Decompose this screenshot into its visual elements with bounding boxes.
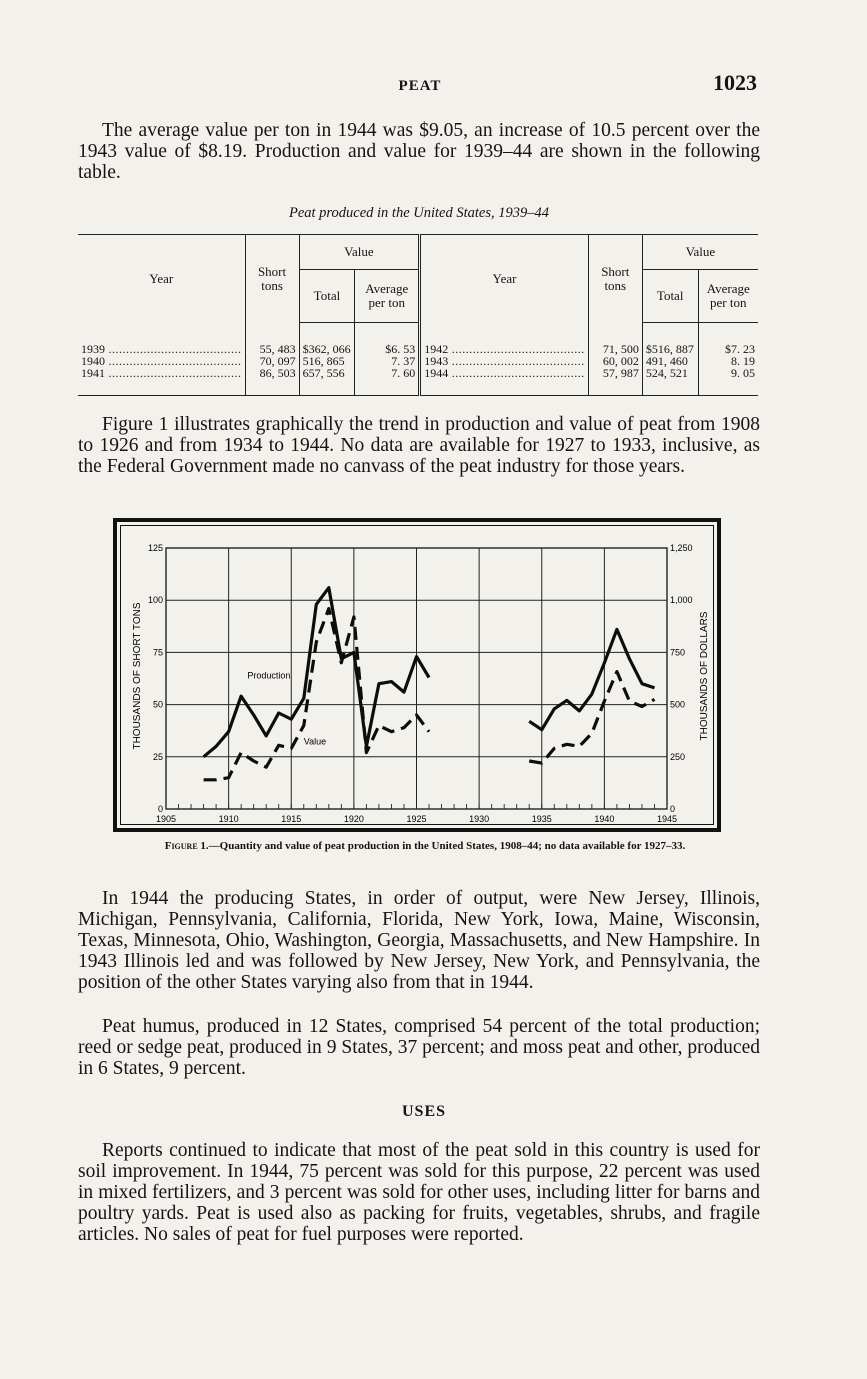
y2-tick-label: 1,000 (670, 595, 693, 606)
tons-cell: 70, 097 (245, 355, 299, 367)
x-tick-label: 1905 (155, 814, 177, 824)
tons-cell: 71, 500 (588, 323, 642, 356)
figure-inner-border (120, 525, 714, 825)
header-short-tons: Short tons (588, 235, 642, 323)
intro-paragraph: The average value per ton in 1944 was $9.05, an increase of 10.5 percent over the 1943 value of $8.19. Production and value for 1939–44 are shown in the following table. (78, 120, 760, 183)
header-year: Year (149, 270, 174, 286)
series-label-value: Value (303, 736, 327, 747)
peat-table (78, 234, 758, 396)
y2-tick-label: 1,250 (670, 543, 693, 553)
year-cell: 1942 ..... (420, 323, 589, 356)
average-cell: 9. 05 (698, 367, 758, 396)
year-cell: 1941 ..... (78, 367, 245, 396)
year-cell: 1943 ..... (420, 355, 589, 367)
x-tick-label: 1935 (531, 814, 552, 824)
header-short-tons: Short tons (245, 235, 299, 323)
total-cell: 524, 521 (642, 367, 698, 396)
series-label-production: Production (247, 670, 291, 681)
value-line (204, 609, 429, 780)
table-row (78, 323, 758, 356)
x-tick-label: 1930 (469, 814, 490, 824)
y-tick-label: 75 (152, 647, 163, 658)
year-cell: 1944 ..... (420, 367, 589, 396)
y-tick-label: 125 (147, 543, 163, 553)
states-paragraph: In 1944 the producing States, in order of output, were New Jersey, Illinois, Michigan, Pennsylvania, California, Florida, New York, Iowa, Maine, Wisconsin, Texas, Minnesota, Ohio, Washington, Georgia, Massachusetts, and New Hampshire. In 1943 Illinois led and was followed by New Jersey, New York, and Pennsylvania, the position of the other States varying also from that in 1944. (78, 888, 760, 993)
total-cell: $362, 066 (299, 323, 355, 356)
peat-chart (121, 526, 715, 826)
x-tick-label: 1925 (406, 814, 427, 824)
tons-cell: 57, 987 (588, 367, 642, 396)
average-cell: 8. 19 (698, 355, 758, 367)
y2-tick-label: 750 (670, 647, 686, 658)
header-year: Year (420, 235, 589, 323)
uses-paragraph: Reports continued to indicate that most of the peat sold in this country is used for soil improvement. In 1944, 75 percent was sold for this purpose, 22 percent was used in mixed fertilizers, and 3 percent was sold for other uses, including litter for barns and poultry yards. Peat is used also as packing for fruits, vegetables, shrubs, and fragile articles. No sales of peat for fuel purposes were reported. (78, 1140, 760, 1245)
running-title: PEAT (398, 78, 442, 94)
total-cell: $516, 887 (642, 323, 698, 356)
total-cell: 516, 865 (299, 355, 355, 367)
figure-caption-text: —Quantity and value of peat production in the United States, 1908–44; no data available for 1927–33. (208, 840, 686, 852)
header-value: Value (299, 235, 420, 270)
year-cell: 1940 ..... (78, 355, 245, 367)
header-average: Average per ton (698, 270, 758, 323)
average-cell: $7. 23 (698, 323, 758, 356)
header-average: Average per ton (355, 270, 420, 323)
x-tick-label: 1910 (218, 814, 239, 824)
average-cell: 7. 60 (355, 367, 420, 396)
y2-tick-label: 0 (670, 804, 676, 814)
x-tick-label: 1920 (343, 814, 364, 824)
header-value: Value (642, 235, 758, 270)
x-tick-label: 1915 (281, 814, 302, 824)
humus-paragraph: Peat humus, produced in 12 States, comprised 54 percent of the total production; reed or sedge peat, produced in 9 States, 37 percent; and moss peat and other, produced in 6 States, 9 percent. (78, 1016, 760, 1079)
figure-label: Figure 1. (164, 840, 209, 852)
y-axis-label: THOUSANDS OF SHORT TONS (132, 602, 143, 750)
y2-tick-label: 500 (670, 699, 686, 710)
table-caption: Peat produced in the United States, 1939–44 (288, 205, 550, 221)
table-row (78, 367, 758, 396)
y-tick-label: 25 (152, 751, 163, 762)
tons-cell: 60, 002 (588, 355, 642, 367)
tons-cell: 86, 503 (245, 367, 299, 396)
y-tick-label: 50 (152, 699, 163, 710)
header-total: Total (299, 270, 355, 323)
x-tick-label: 1945 (656, 814, 678, 824)
figure-caption (80, 840, 770, 852)
average-cell: 7. 37 (355, 355, 420, 367)
year-cell: 1939 ..... (78, 323, 245, 356)
header-total: Total (642, 270, 698, 323)
figure-frame (113, 518, 721, 832)
production-line (529, 629, 654, 729)
y-tick-label: 100 (147, 595, 163, 606)
uses-heading: USES (401, 1103, 447, 1120)
total-cell: 491, 460 (642, 355, 698, 367)
production-line (204, 588, 429, 757)
total-cell: 657, 556 (299, 367, 355, 396)
x-tick-label: 1940 (594, 814, 615, 824)
y2-tick-label: 250 (670, 751, 686, 762)
average-cell: $6. 53 (355, 323, 420, 356)
figure-paragraph: Figure 1 illustrates graphically the trend in production and value of peat from 1908 to 1926 and from 1934 to 1944. No data are available for 1927 to 1933, inclusive, as the Federal Government made no canvass of the peat industry for those years. (78, 414, 760, 477)
page-number: 1023 (713, 70, 757, 95)
y-tick-label: 0 (157, 804, 163, 814)
y2-axis-label: THOUSANDS OF DOLLARS (699, 611, 710, 741)
tons-cell: 55, 483 (245, 323, 299, 356)
